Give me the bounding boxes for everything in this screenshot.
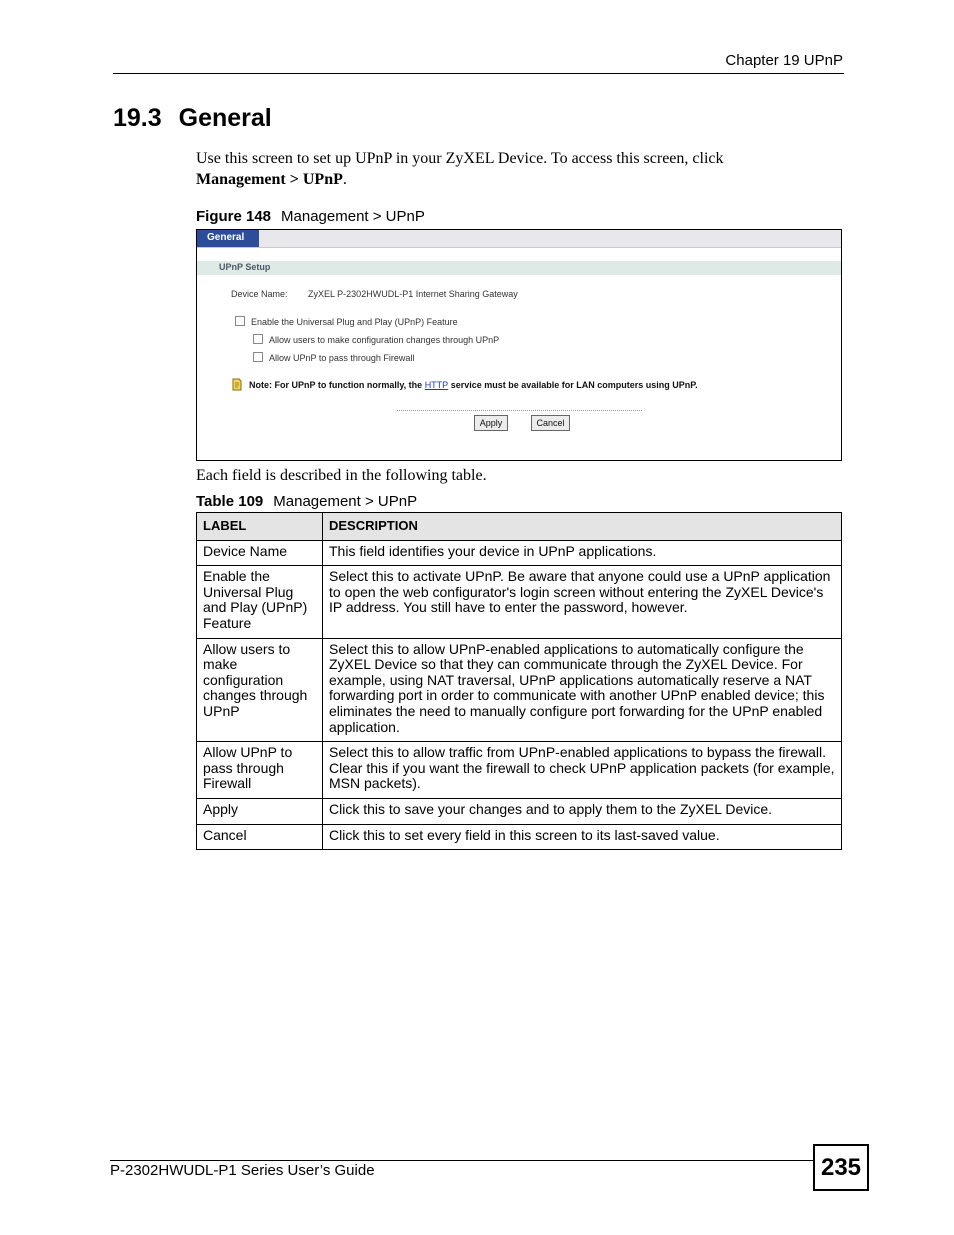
intro-paragraph [196, 148, 836, 190]
row-label: Apply [197, 798, 323, 824]
header-label: LABEL [197, 513, 323, 541]
table-row [197, 638, 842, 742]
section-title [113, 104, 272, 133]
enable-upnp-checkbox[interactable] [235, 316, 245, 326]
row-label: Device Name [197, 540, 323, 566]
table-label: Table 109 [196, 493, 264, 510]
row-description: Select this to allow traffic from UPnP-enabled applications to bypass the firewall. Clear this if you want the firewall to check UPnP application packets (for example, MSN packets). [323, 742, 842, 799]
row-description: Click this to save your changes and to apply them to the ZyXEL Device. [323, 798, 842, 824]
tab-bar [197, 230, 841, 248]
section-number: 19.3 [113, 104, 162, 132]
table-row [197, 742, 842, 799]
note-icon [231, 378, 243, 391]
divider [397, 410, 642, 411]
section-name: General [178, 104, 272, 132]
figure-label: Figure 148 [196, 208, 272, 225]
chapter-header: Chapter 19 UPnP [725, 52, 843, 69]
http-link[interactable]: HTTP [424, 380, 449, 390]
figure-title: Management > UPnP [281, 208, 425, 225]
allow-config-label: Allow users to make configuration changes through UPnP [269, 335, 500, 345]
allow-firewall-label: Allow UPnP to pass through Firewall [269, 353, 415, 363]
enable-upnp-label: Enable the Universal Plug and Play (UPnP) Feature [251, 317, 458, 327]
table-title: Management > UPnP [273, 493, 418, 510]
header-rule [113, 73, 844, 74]
row-description: Select this to activate UPnP. Be aware that anyone could use a UPnP application to open the web configurator's login screen without entering the ZyXEL Device's IP address. You still have to enter the password, however. [323, 566, 842, 638]
figure-caption [196, 208, 425, 225]
row-label: Allow UPnP to pass through Firewall [197, 742, 323, 799]
row-label: Enable the Universal Plug and Play (UPnP) Feature [197, 566, 323, 638]
http-note [249, 380, 698, 390]
allow-firewall-checkbox[interactable] [253, 352, 263, 362]
table-row [197, 824, 842, 850]
intro-period: . [342, 171, 347, 188]
table-row [197, 540, 842, 566]
table-row [197, 798, 842, 824]
row-label: Cancel [197, 824, 323, 850]
table-row [197, 566, 842, 638]
setup-header-bar [197, 261, 841, 275]
footer-rule [110, 1160, 813, 1161]
header-description: DESCRIPTION [323, 513, 842, 541]
row-description: This field identifies your device in UPnP applications. [323, 540, 842, 566]
table-caption [196, 493, 417, 510]
intro-menu-path: Management > UPnP [196, 171, 343, 188]
tab-general[interactable]: General [197, 230, 259, 247]
note-prefix: Note: For UPnP to function normally, the [249, 380, 423, 390]
field-description-table [196, 512, 842, 850]
apply-button[interactable]: Apply [474, 415, 508, 431]
allow-config-checkbox[interactable] [253, 334, 263, 344]
table-header-row [197, 513, 842, 541]
guide-title: P-2302HWUDL-P1 Series User’s Guide [110, 1162, 375, 1179]
setup-title: UPnP Setup [219, 262, 271, 272]
upnp-screenshot [196, 229, 842, 461]
table-intro: Each field is described in the following table. [196, 467, 487, 484]
row-description: Select this to allow UPnP-enabled applications to automatically configure the ZyXEL Device so that they can communicate through the ZyXEL Device. For example, using NAT traversal, UPnP applications automatically reserve a NAT forwarding port in order to communicate with another UPnP enabled device; this eliminates the need to manually configure port forwarding for the UPnP enabled application. [323, 638, 842, 742]
device-name-label: Device Name: [231, 289, 288, 299]
row-description: Click this to set every field in this screen to its last-saved value. [323, 824, 842, 850]
intro-text: Use this screen to set up UPnP in your ZyXEL Device. To access this screen, click [196, 150, 724, 167]
note-suffix: service must be available for LAN computers using UPnP. [450, 380, 698, 390]
cancel-button[interactable]: Cancel [531, 415, 570, 431]
device-name-value: ZyXEL P-2302HWUDL-P1 Internet Sharing Gateway [308, 289, 518, 299]
page-number: 235 [813, 1144, 869, 1191]
row-label: Allow users to make configuration changes through UPnP [197, 638, 323, 742]
